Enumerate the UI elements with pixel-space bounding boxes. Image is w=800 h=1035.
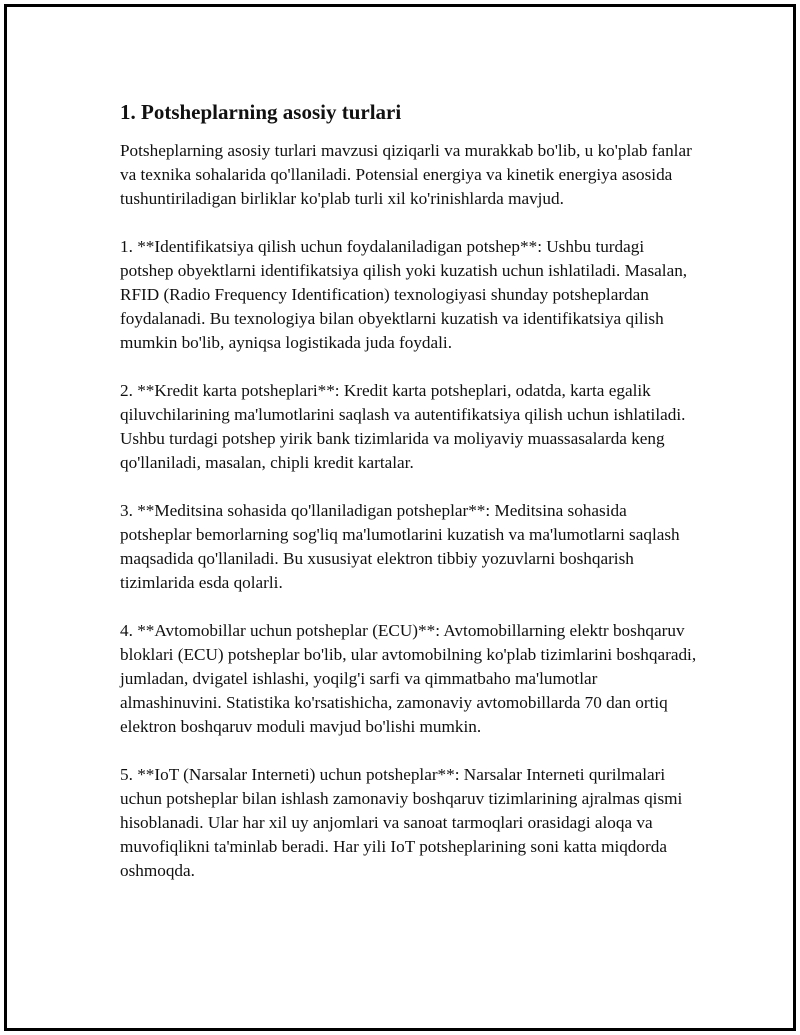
document-body [120, 99, 700, 907]
section-heading: 1. Potsheplarning asosiy turlari [120, 100, 402, 124]
intro-paragraph: Potsheplarning asosiy turlari mavzusi qiziqarli va murakkab bo'lib, u ko'plab fanlar va texnika sohalarida qo'llaniladi. Potensial energiya va kinetik energiya asosida tushuntiriladigan birliklar ko'plab turli xil ko'rinishlarda mavjud. [120, 141, 692, 208]
page-frame [4, 4, 796, 1031]
paragraph-credit-card: 2. **Kredit karta potsheplari**: Kredit karta potsheplari, odatda, karta egalik qiluvchilarining ma'lumotlarini saqlash va autentifikatsiya qilish uchun ishlatiladi. Ushbu turdagi potshep yirik bank tizimlarida va moliyaviy muassasalarda keng qo'llaniladi, masalan, chipli kredit kartalar. [120, 381, 686, 472]
paragraph-iot: 5. **IoT (Narsalar Interneti) uchun potsheplar**: Narsalar Interneti qurilmalari uchun potsheplar bilan ishlash zamonaviy boshqaruv tizimlarining ajralmas qismi hisoblanadi. Ular har xil uy anjomlari va sanoat tarmoqlari orasidagi aloqa va muvofiqlikni ta'minlab beradi. Har yili IoT potsheplarining soni katta miqdorda oshmoqda. [120, 765, 683, 880]
paragraph-automotive-ecu: 4. **Avtomobillar uchun potsheplar (ECU)**: Avtomobillarning elektr boshqaruv bloklari (ECU) potsheplar bo'lib, ular avtomobilning ko'plab tizimlarini boshqaradi, jumladan, dvigatel ishlashi, yoqilg'i sarfi va qimmatbaho ma'lumotlar almashinuvini. Statistika ko'rsatishicha, zamonaviy avtomobillarda 70 dan ortiq elektron boshqaruv moduli mavjud bo'lishi mumkin. [120, 621, 697, 736]
paragraph-medical: 3. **Meditsina sohasida qo'llaniladigan potsheplar**: Meditsina sohasida potsheplar bemorlarning sog'liq ma'lumotlarini kuzatish va ma'lumotlarni saqlash maqsadida qo'llaniladi. Bu xususiyat elektron tibbiy yozuvlarni boshqarish tizimlarida esda qolarli. [120, 501, 680, 592]
paragraph-identification: 1. **Identifikatsiya qilish uchun foydalaniladigan potshep**: Ushbu turdagi potshep obyektlarni identifikatsiya qilish yoki kuzatish uchun ishlatiladi. Masalan, RFID (Radio Frequency Identification) texnologiyasi shunday potsheplardan foydalanadi. Bu texnologiya bilan obyektlarni kuzatish va identifikatsiya qilish mumkin bo'lib, ayniqsa logistikada juda foydali. [120, 237, 688, 352]
